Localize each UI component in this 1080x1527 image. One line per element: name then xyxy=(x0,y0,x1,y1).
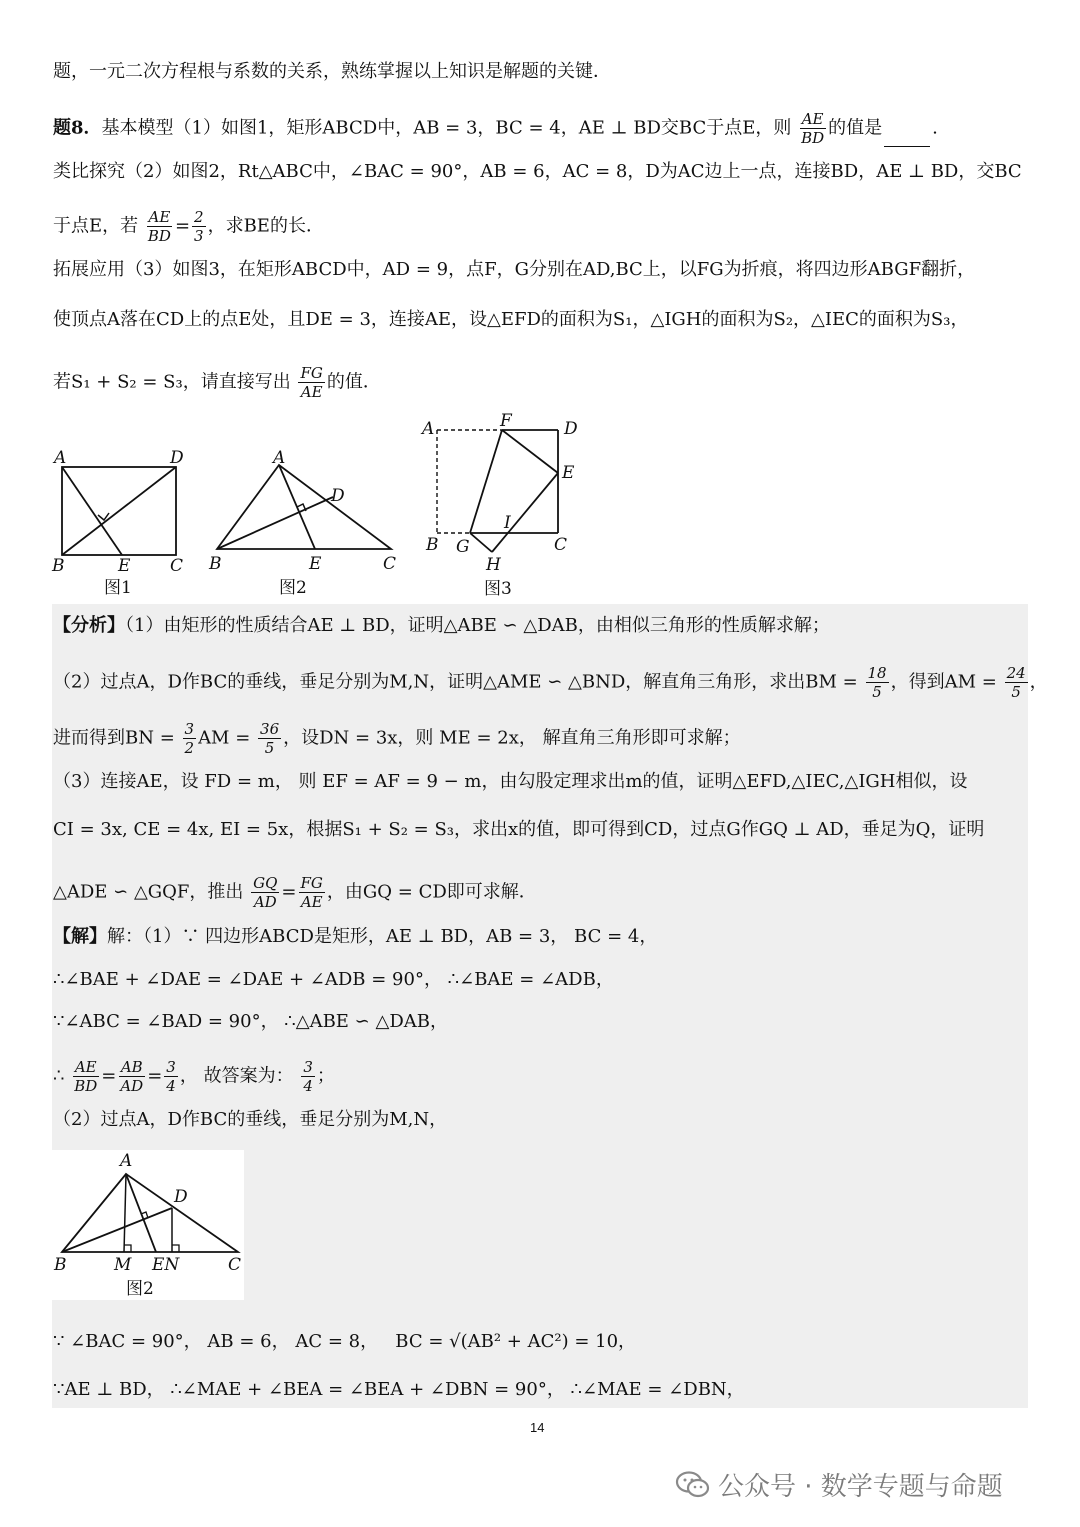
analysis-line4: （3）连接AE，设 FD = m， 则 EF = AF = 9 − m，由勾股定理求出m的值，证明△EFD,△IEC,△IGH相似，设 xyxy=(53,771,968,792)
question-part1: 题8．基本模型（1）如图1，矩形ABCD中，AB = 3，BC = 4，AE ⊥ BD交BC于点E，则 $\frac{AE}{BD}$ 的值是 . xyxy=(53,110,938,147)
figure-1 xyxy=(50,445,200,605)
page-number: 14 xyxy=(530,1420,545,1435)
fig1-label-b: B xyxy=(52,556,65,576)
watermark xyxy=(676,1466,1003,1503)
fig2-label-d: D xyxy=(331,486,345,506)
question-part2b: 于点E，若 $\frac{AE}{BD}$ = $\frac{2}{3}$ ，求BE的长． xyxy=(53,208,324,245)
figure-2 xyxy=(205,445,405,605)
question-part3a: 拓展应用（3）如图3，在矩形ABCD中，AD = 9，点F，G分别在AD,BC上，以FG为折痕，将四边形ABGF翻折， xyxy=(53,259,976,280)
fig2-caption: 图2 xyxy=(279,578,307,598)
fig3-label-g: G xyxy=(456,537,470,557)
fig2-label-e: E xyxy=(309,554,322,574)
fig3-label-a: A xyxy=(422,419,435,439)
fig4-label-m: M xyxy=(114,1255,132,1275)
watermark-text: 公众号 · 数学专题与命题 xyxy=(718,1472,1003,1502)
fig3-label-c: C xyxy=(554,535,568,555)
fraction-ae-bd: $\frac{AE}{BD}$ xyxy=(801,110,825,147)
fraction-2-3: $\frac{2}{3}$ xyxy=(194,208,204,245)
fraction-fg-ae-2: $\frac{FG}{AE}$ xyxy=(300,874,323,911)
fig3-label-i: I xyxy=(504,513,511,533)
fig1-label-e: E xyxy=(118,556,131,576)
fig4-label-b: B xyxy=(54,1255,67,1275)
fraction-3-4: $\frac{3}{4}$ xyxy=(166,1058,176,1095)
fig3-label-b: B xyxy=(426,535,439,555)
question-part3b: 使顶点A落在CD上的点E处，且DE = 3，连接AE，设△EFD的面积为S₁，△IGH的面积为S₂，△IEC的面积为S₃， xyxy=(53,309,969,330)
solution-line6: ∵ ∠BAC = 90°， AB = 6， AC = 8， BC = √(AB² + AC²) = 10， xyxy=(53,1331,637,1352)
fraction-ae-bd-2: $\frac{AE}{BD}$ xyxy=(147,208,171,245)
fraction-3-2: $\frac{3}{2}$ xyxy=(184,720,195,757)
analysis-line6: △ADE ∽ △GQF，推出 $\frac{GQ}{AD}$ = $\frac{FG}{AE}$ ，由GQ = CD即可求解． xyxy=(53,874,537,911)
solution-label: 【解】 xyxy=(53,926,107,947)
fig2-label-c: C xyxy=(383,554,397,574)
fig1-caption: 图1 xyxy=(104,578,132,598)
solution-line7: ∵AE ⊥ BD， ∴∠MAE + ∠BEA = ∠BEA + ∠DBN = 90°， ∴∠MAE = ∠DBN， xyxy=(53,1379,745,1400)
fig4-label-en: EN xyxy=(152,1255,180,1275)
analysis-line5: CI = 3x, CE = 4x, EI = 5x，根据S₁ + S₂ = S₃，求出x的值，即可得到CD，过点G作GQ ⊥ AD，垂足为Q，证明 xyxy=(53,819,985,840)
analysis-label: 【分析】 xyxy=(53,615,125,636)
analysis-line2: （2）过点A，D作BC的垂线，垂足分别为M,N，证明△AME ∽ △BND，解直角三角形，求出BM = $\frac{18}{5}$ ，得到AM = $\frac{24}{5}$ ， xyxy=(53,664,1048,701)
analysis-line1: 【分析】（1）由矩形的性质结合AE ⊥ BD，证明△ABE ∽ △DAB，由相似三角形的性质解求解； xyxy=(53,615,830,636)
solution-line1: 【解】解：（1）∵ 四边形ABCD是矩形，AE ⊥ BD，AB = 3， BC = 4， xyxy=(53,926,658,947)
fig3-label-f: F xyxy=(500,411,512,431)
fig3-label-d: D xyxy=(564,419,578,439)
fraction-36-5: $\frac{36}{5}$ xyxy=(260,720,280,757)
fig1-label-c: C xyxy=(170,556,184,576)
fraction-ae-bd-3: $\frac{AE}{BD}$ xyxy=(74,1058,98,1095)
fig3-label-e: E xyxy=(562,463,575,483)
fig1-label-d: D xyxy=(170,448,184,468)
fig4-caption: 图2 xyxy=(126,1279,154,1299)
fig3-label-h: H xyxy=(486,555,501,575)
fraction-18-5: $\frac{18}{5}$ xyxy=(867,664,887,701)
fig1-label-a: A xyxy=(54,448,67,468)
figure-2-solution xyxy=(52,1150,244,1300)
fraction-gq-ad: $\frac{GQ}{AD}$ xyxy=(253,874,278,911)
fig2-label-a: A xyxy=(273,448,286,468)
intro-line: 题，一元二次方程根与系数的关系，熟练掌握以上知识是解题的关键． xyxy=(53,61,611,82)
solution-line2: ∴∠BAE + ∠DAE = ∠DAE + ∠ADB = 90°， ∴∠BAE = ∠ADB， xyxy=(53,969,614,990)
solution-line5: （2）过点A，D作BC的垂线，垂足分别为M,N， xyxy=(53,1109,448,1130)
question-part2a: 类比探究（2）如图2，Rt△ABC中，∠BAC = 90°，AB = 6，AC = 8，D为AC边上一点，连接BD，AE ⊥ BD，交BC xyxy=(53,161,1022,182)
analysis-line3: 进而得到BN = $\frac{3}{2}$ AM = $\frac{36}{5}$ ，设DN = 3x，则 ME = 2x， 解直角三角形即可求解； xyxy=(53,720,741,757)
question-label: 题8． xyxy=(53,117,102,139)
fraction-3-4-answer: $\frac{3}{4}$ xyxy=(303,1058,313,1095)
fraction-ab-ad: $\frac{AB}{AD}$ xyxy=(120,1058,144,1095)
question-part3c: 若S₁ + S₂ = S₃，请直接写出 $\frac{FG}{AE}$ 的值． xyxy=(53,364,381,401)
fraction-24-5: $\frac{24}{5}$ xyxy=(1006,664,1026,701)
solution-line4: ∴ $\frac{AE}{BD}$ = $\frac{AB}{AD}$ = $\frac{3}{4}$ ， 故答案为： $\frac{3}{4}$ ； xyxy=(53,1058,335,1095)
answer-blank xyxy=(884,128,930,147)
fig4-label-d: D xyxy=(174,1187,188,1207)
figure-3 xyxy=(420,410,600,602)
fig4-label-a: A xyxy=(120,1151,133,1171)
solution-line3: ∵∠ABC = ∠BAD = 90°， ∴△ABE ∽ △DAB， xyxy=(53,1011,448,1032)
wechat-icon xyxy=(676,1471,710,1499)
fig2-label-b: B xyxy=(209,554,222,574)
fig3-caption: 图3 xyxy=(484,579,512,599)
fraction-fg-ae: $\frac{FG}{AE}$ xyxy=(300,364,323,401)
fig4-label-c: C xyxy=(228,1255,242,1275)
